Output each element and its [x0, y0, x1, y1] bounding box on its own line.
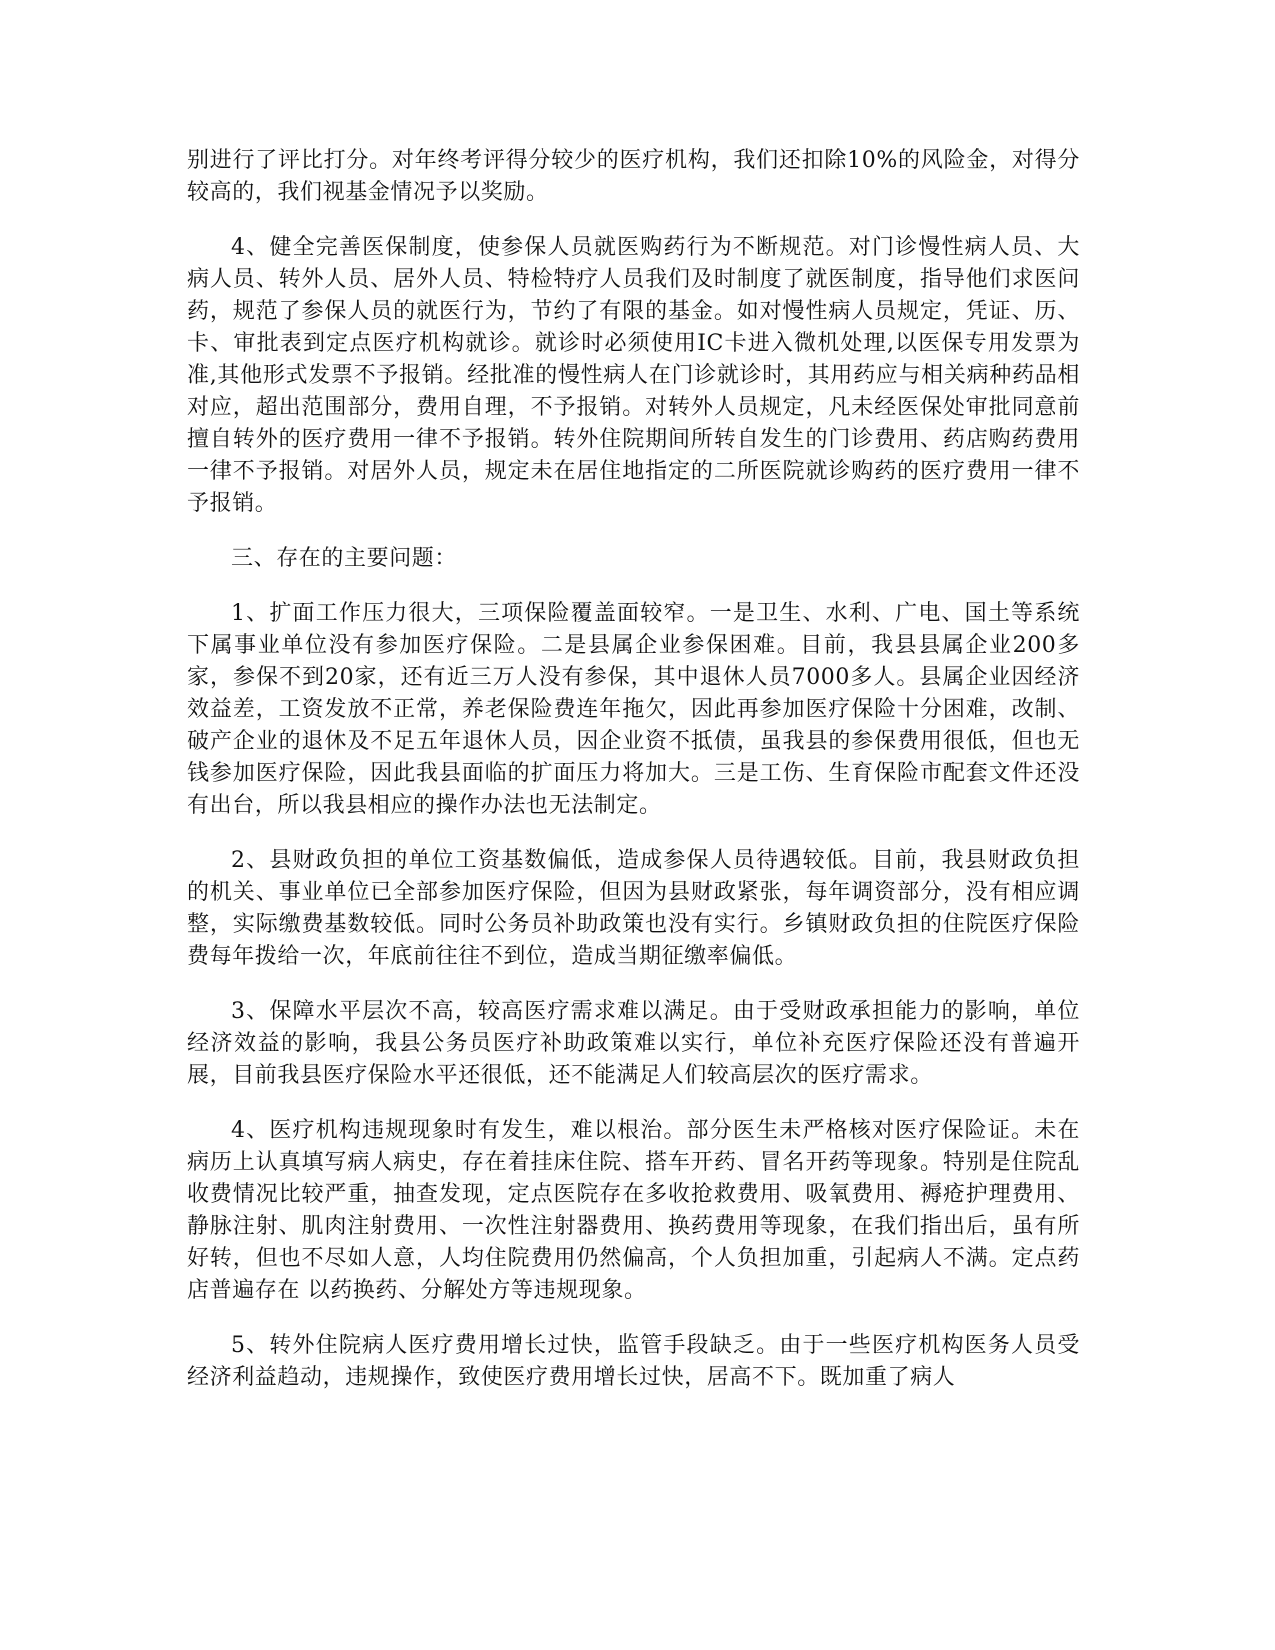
paragraph-problem-3: 3、保障水平层次不高，较高医疗需求难以满足。由于受财政承担能力的影响，单位经济效益的影响，我县公务员医疗补助政策难以实行，单位补充医疗保险还没有普遍开展，目前我县医疗保险水平还很低，还不能满足人们较高层次的医疗需求。: [187, 999, 1080, 1088]
paragraph-problem-5: 5、转外住院病人医疗费用增长过快，监管手段缺乏。由于一些医疗机构医务人员受经济利益趋动，违规操作，致使医疗费用增长过快，居高不下。既加重了病人: [187, 1333, 1080, 1390]
paragraph-item-4-system: 4、健全完善医保制度，使参保人员就医购药行为不断规范。对门诊慢性病人员、大病人员、转外人员、居外人员、特检特疗人员我们及时制度了就医制度，指导他们求医问药，规范了参保人员的就医行为，节约了有限的基金。如对慢性病人员规定，凭证、历、卡、审批表到定点医疗机构就诊。就诊时必须使用IC卡进入微机处理,以医保专用发票为准,其他形式发票不予报销。经批准的慢性病人在门诊就诊时，其用药应与相关病种药品相对应，超出范围部分，费用自理，不予报销。对转外人员规定，凡未经医保处审批同意前擅自转外的医疗费用一律不予报销。转外住院期间所转自发生的门诊费用、药店购药费用一律不予报销。对居外人员，规定未在居住地指定的二所医院就诊购药的医疗费用一律不予报销。: [187, 235, 1080, 516]
paragraph-problem-4: 4、医疗机构违规现象时有发生，难以根治。部分医生未严格核对医疗保险证。未在病历上认真填写病人病史，存在着挂床住院、搭车开药、冒名开药等现象。特别是住院乱收费情况比较严重，抽查发现，定点医院存在多收抢救费用、吸氧费用、褥疮护理费用、静脉注射、肌肉注射费用、一次性注射器费用、换药费用等现象，在我们指出后，虽有所好转，但也不尽如人意，人均住院费用仍然偏高，个人负担加重，引起病人不满。定点药店普遍存在 以药换药、分解处方等违规现象。: [187, 1118, 1080, 1303]
paragraph-problem-1: 1、扩面工作压力很大，三项保险覆盖面较窄。一是卫生、水利、广电、国土等系统下属事业单位没有参加医疗保险。二是县属企业参保困难。目前，我县县属企业200多家，参保不到20家，还有近三万人没有参保，其中退休人员7000多人。县属企业因经济效益差，工资发放不正常，养老保险费连年拖欠，因此再参加医疗保险十分困难，改制、破产企业的退休及不足五年退休人员，因企业资不抵债，虽我县的参保费用很低，但也无钱参加医疗保险，因此我县面临的扩面压力将加大。三是工伤、生育保险市配套文件还没有出台，所以我县相应的操作办法也无法制定。: [187, 601, 1080, 818]
paragraph-continued-scoring: 别进行了评比打分。对年终考评得分较少的医疗机构，我们还扣除10%的风险金，对得分较高的，我们视基金情况予以奖励。: [187, 148, 1080, 205]
section-heading-main-problems: 三、存在的主要问题：: [231, 546, 458, 571]
document-body: [187, 145, 1080, 1417]
paragraph-problem-2: 2、县财政负担的单位工资基数偏低，造成参保人员待遇较低。目前，我县财政负担的机关、事业单位已全部参加医疗保险，但因为县财政紧张，每年调资部分，没有相应调整，实际缴费基数较低。同时公务员补助政策也没有实行。乡镇财政负担的住院医疗保险费每年拨给一次，年底前往往不到位，造成当期征缴率偏低。: [187, 848, 1080, 969]
